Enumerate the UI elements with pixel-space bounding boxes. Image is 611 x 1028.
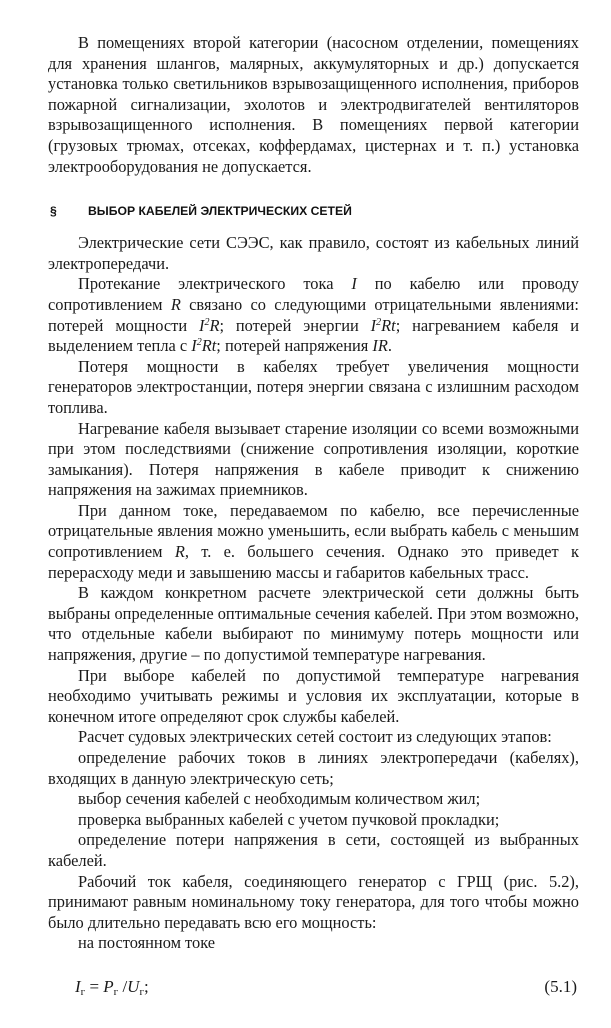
list-item: определение потери напряжения в сети, состоящей из выбранных кабелей. (48, 830, 579, 870)
list-item: определение рабочих токов в линиях электропередачи (кабелях), входящих в данную электрическую сеть; (48, 748, 579, 788)
paragraph: Расчет судовых электрических сетей состоит из следующих этапов: (78, 727, 552, 747)
intro-paragraph: В помещениях второй категории (насосном отделении, помещениях для хранения шлангов, малярных, аккумуляторных и др.) допускается установка только светильников взрывозащищенного исполнения, приборов пожарной сигнализации, эхолотов и электродвигателей вентиляторов взрывозащищенного исполнения. В помещениях первой категории (грузовых трюмах, отсеках, коффердамах, цистернах и т. п.) установка электрооборудования не допускается. (48, 33, 579, 176)
math-var: R (170, 294, 181, 314)
equation-expression: $I_г = P_г$ $/U_г$; (75, 976, 149, 998)
paragraph: Электрические сети СЭЭС, как правило, состоят из кабельных линий электропередачи. (48, 233, 579, 273)
paragraph: Потеря мощности в кабелях требует увеличения мощности генераторов электростанции, потеря энергии связана с излишним расходом топлива. (48, 356, 579, 417)
section-symbol: § (50, 204, 57, 219)
math-expr: $I^2Rt$ (191, 336, 217, 356)
math-var: I (351, 274, 357, 294)
text-run: Протекание электрического тока (78, 274, 352, 294)
text-run: . (387, 336, 392, 356)
math-expr: $I^2R$ (198, 315, 220, 335)
paragraph: В каждом конкретном расчете электрической сети должны быть выбраны определенные оптимальные сечения кабелей. При этом возможно, что отдельные кабели выбирают по минимуму потерь мощности или напряжения, другие – по допустимой температуре нагревания. (48, 583, 579, 665)
list-item: проверка выбранных кабелей с учетом пучковой прокладки; (78, 809, 500, 829)
text-run: по кабелю или проводу сопротивлением (48, 274, 579, 314)
paragraph: Рабочий ток кабеля, соединяющего генератор с ГРЩ (рис. 5.2), принимают равным номинальному току генератора, для того чтобы можно было длительно передавать всю его мощность: (48, 871, 579, 932)
text-run: При данном токе, передаваемом по кабелю, все перечисленные отрицательные явления можно уменьшить, если выбрать кабель с меньшим сопротивлением (48, 500, 579, 562)
list-item: выбор сечения кабелей с необходимым количеством жил; (78, 789, 481, 809)
text-run: связано со следующими отрицательными явлениями: потерей мощности (48, 294, 579, 335)
text-run: ; нагреванием кабеля и выделением тепла с (48, 315, 580, 356)
math-var: R (174, 542, 185, 562)
paragraph (48, 274, 579, 356)
section-body (48, 233, 579, 954)
paragraph (48, 501, 579, 583)
text-run: ; потерей энергии (219, 315, 371, 335)
paragraph: При выборе кабелей по допустимой температуре нагревания необходимо учитывать режимы и условия их эксплуатации, которые в конечном итоге определяют срок службы кабелей. (48, 665, 579, 726)
math-expr: IR (372, 336, 388, 356)
equation-5-1 (75, 976, 579, 998)
section-heading (50, 203, 579, 219)
math-expr: $I^2Rt$ (370, 315, 396, 335)
paragraph: на постоянном токе (78, 933, 216, 953)
text-run: , т. е. большего сечения. Однако это приведет к перерасходу меди и завышению массы и габаритов кабельных трасс. (48, 542, 579, 582)
section-title: ВЫБОР КАБЕЛЕЙ ЭЛЕКТРИЧЕСКИХ СЕТЕЙ (88, 204, 352, 219)
equation-number: (5.1) (544, 976, 577, 996)
text-run: ; потерей напряжения (216, 336, 373, 356)
paragraph: Нагревание кабеля вызывает старение изоляции со всеми возможными при этом последствиями (снижение сопротивления изоляции, короткие замыкания). Потеря напряжения в кабеле приводит к снижению напряжения на зажимах приемников. (48, 418, 579, 500)
